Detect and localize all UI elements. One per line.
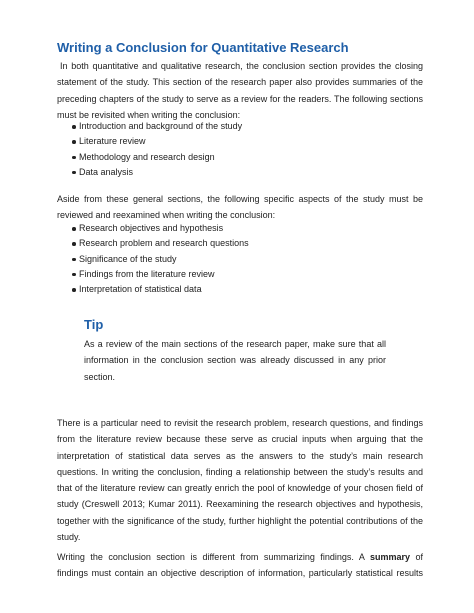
list-item: Data analysis: [72, 165, 242, 180]
bullet-icon: [72, 227, 76, 231]
intro-paragraph: In both quantitative and qualitative research, the conclusion section provides the closing statement of the study. This section of the research paper also provides summaries of the preceding chapters of the study to serve as a review for the readers. The following sections must be revisited when writing the conclusion:: [57, 61, 423, 120]
summary-term: summary: [369, 552, 410, 562]
bullet-icon: [72, 242, 76, 246]
list-item: Literature review: [72, 134, 242, 149]
tip-heading: Tip: [84, 317, 104, 332]
bullet-icon: [72, 258, 76, 262]
tip-body: As a review of the main sections of the research paper, make sure that all information in the conclusion section was already discussed in any prior section.: [84, 339, 386, 382]
list-item: Research problem and research questions: [72, 236, 249, 251]
list-item: Introduction and background of the study: [72, 119, 242, 134]
document-title: Writing a Conclusion for Quantitative Research: [57, 40, 349, 55]
revisit-paragraph: There is a particular need to revisit the research problem, research questions, and findings from the literature review because these serve as crucial inputs when arguing that the interpretation of statistical data serves as the answers to the study’s main research questions. In writing the conclusion, finding a relationship between the study’s results and that of the literature review can greatly enrich the pool of knowledge of your chosen field of study (Creswell 2013; Kumar 2011). Reexamining the research objectives and hypothesis, together with the significance of the study, further highlight the potential contributions of the study.: [57, 418, 423, 543]
bullet-icon: [72, 273, 76, 277]
sections-list: [72, 119, 242, 180]
summary-paragraph: Writing the conclusion section is different from summarizing findings. A summary of findings must contain an objective description of information, particularly statistical results: [57, 552, 424, 579]
bullet-icon: [72, 140, 76, 144]
list-item: Findings from the literature review: [72, 267, 249, 282]
bullet-icon: [72, 171, 76, 175]
list-item: Significance of the study: [72, 252, 249, 267]
aspects-paragraph: Aside from these general sections, the following specific aspects of the study must be reviewed and reexamined when writing the conclusion:: [57, 194, 423, 221]
list-item: Research objectives and hypothesis: [72, 221, 249, 236]
bullet-icon: [72, 125, 76, 129]
aspects-list: [72, 221, 249, 297]
list-item: Interpretation of statistical data: [72, 282, 249, 297]
list-item: Methodology and research design: [72, 150, 242, 165]
bullet-icon: [72, 156, 76, 160]
bullet-icon: [72, 288, 76, 292]
